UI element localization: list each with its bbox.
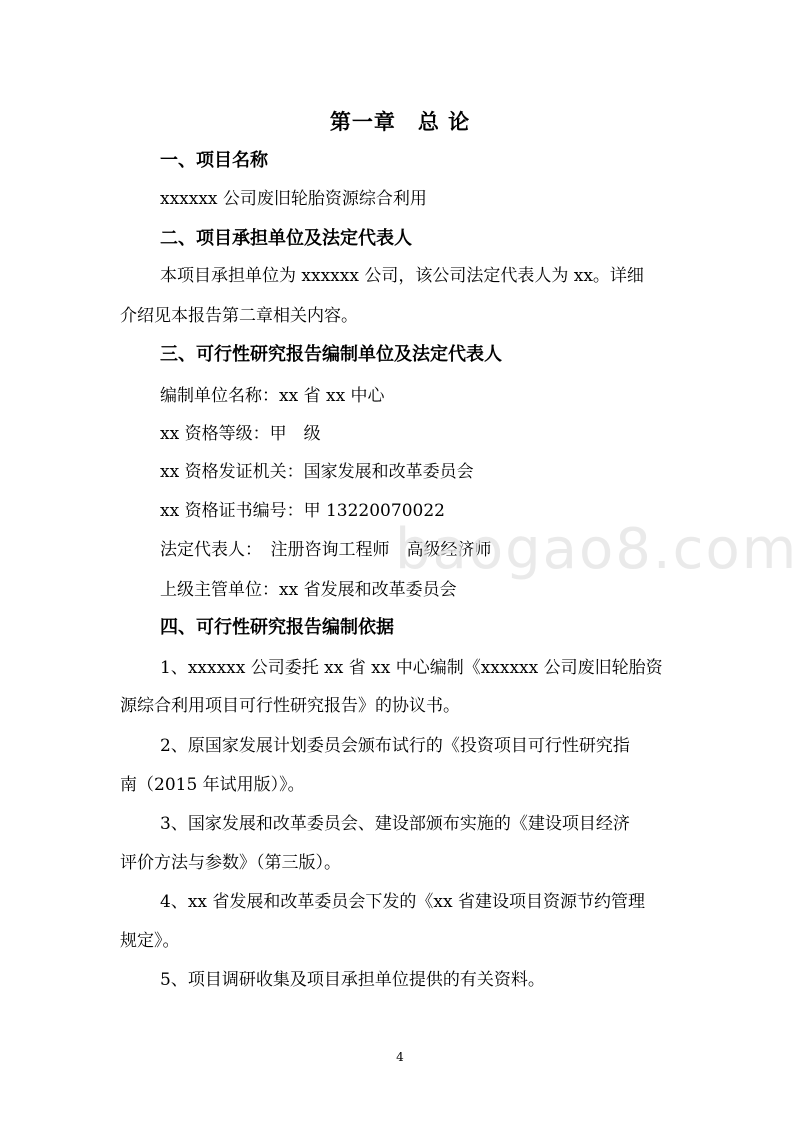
basis-item-3-line-2: 评价方法与参数》（第三版）。 <box>120 853 341 873</box>
basis-item-1-line-2: 源综合利用项目可行性研究报告》的协议书。 <box>120 696 460 716</box>
undertaking-unit-text-line-1: 本项目承担单位为 xxxxxx 公司，该公司法定代表人为 xx。详细 <box>160 266 644 286</box>
basis-item-4-line-2: 规定》。 <box>120 931 180 951</box>
basis-item-5-line-1: 5、项目调研收集及项目承担单位提供的有关资料。 <box>160 970 545 990</box>
issuing-authority-line: xx 资格发证机关：国家发展和改革委员会 <box>160 462 474 482</box>
section-heading-compilation-basis: 四、可行性研究报告编制依据 <box>160 617 394 638</box>
section-heading-report-compiler: 三、可行性研究报告编制单位及法定代表人 <box>160 344 502 365</box>
supervising-unit-line: 上级主管单位：xx 省发展和改革委员会 <box>160 580 457 600</box>
basis-item-3-line-1: 3、国家发展和改革委员会、建设部颁布实施的《建设项目经济 <box>160 814 630 834</box>
legal-representative-line: 法定代表人： 注册咨询工程师 高级经济师 <box>160 540 492 560</box>
chapter-title: 第一章 总 论 <box>329 110 471 134</box>
undertaking-unit-text-line-2: 介绍见本报告第二章相关内容。 <box>120 306 358 326</box>
certificate-number-line: xx 资格证书编号：甲 13220070022 <box>160 501 445 521</box>
basis-item-1-line-1: 1、xxxxxx 公司委托 xx 省 xx 中心编制《xxxxxx 公司废旧轮胎资 <box>160 658 663 678</box>
basis-item-2-line-1: 2、原国家发展计划委员会颁布试行的《投资项目可行性研究指 <box>160 736 630 756</box>
section-heading-project-name: 一、项目名称 <box>160 150 268 171</box>
watermark: baogao8.com <box>395 517 799 582</box>
basis-item-4-line-1: 4、xx 省发展和改革委员会下发的《xx 省建设项目资源节约管理 <box>160 892 645 912</box>
section-heading-undertaking-unit: 二、项目承担单位及法定代表人 <box>160 228 412 249</box>
basis-item-2-line-2: 南（2015 年试用版）》。 <box>120 775 305 795</box>
compiler-name-line: 编制单位名称：xx 省 xx 中心 <box>160 386 385 406</box>
qualification-grade-line: xx 资格等级：甲 级 <box>160 424 321 444</box>
project-name-text: xxxxxx 公司废旧轮胎资源综合利用 <box>160 189 427 209</box>
page-number: 4 <box>396 1050 404 1064</box>
